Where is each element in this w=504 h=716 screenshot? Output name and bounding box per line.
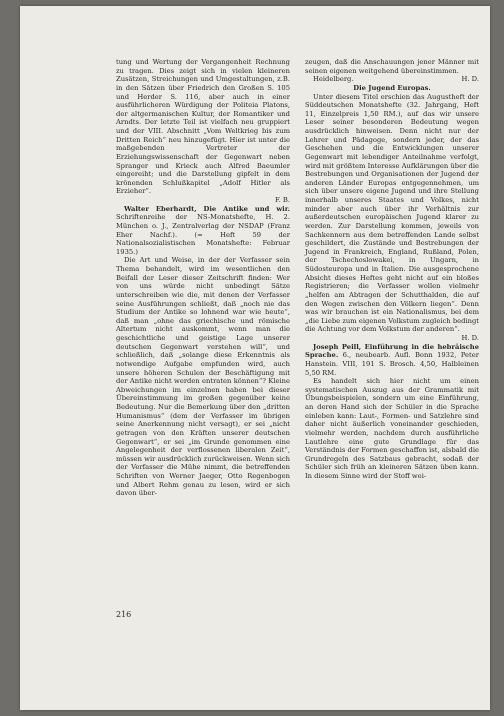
section-heading: Die Jugend Europas.	[353, 83, 431, 92]
paragraph: tung und Wertung der Vergangenheit Rechnung zu tragen. Dies zeigt sich in vielen kleineren Zusätzen, Streichungen und Umgestaltungen, z.B. in den Sätzen über Friedrich den Großen S. 105 und Herder S. 116, aber auch in einer ausführlicheren Würdigung der Politeia Platons, der altgermanischen Kultur, der Romantiker und Arndts. Der letzte Teil ist vielfach neu gruppiert und der VIII. Abschnitt „Vom Weltkrieg bis zum Dritten Reich“ neu hinzugefügt. Hier ist unter die maßgebenden Vertreter der Erziehungswissenschaft der Gegenwart neben Spranger und Krieck auch Alfred Baeumler eingereiht; und die Darstellung gipfelt in dem krönenden Schlußkapitel „Adolf Hitler als Erzieher“.	[116, 58, 290, 196]
bibliography: Schriftenreihe der NS-Monatshefte, H. 2. München o. J., Zentralverlag der NSDAP (Franz Eher Nachf.). (= Heft 59 der Nationalsozialistischen Monatshefte: Februar 1935.)	[116, 213, 290, 256]
paragraph: Die Art und Weise, in der der Verfasser sein Thema behandelt, wird im wesentlichen den Beifall der Leser dieser Zeitschrift finden: Wer von uns würde nicht unbedingt Sätze unterschreiben wie die, mit denen der Verfasser seine Ausführungen schließt, daß „noch nie das Studium der Antike so lohnend war wie heute“, daß man „ohne das griechische und römische Altertum nicht auskommt, wenn man die geschichtliche und geistige Lage unserer deutschen Gegenwart verstehen will“, und schließlich, daß „solange diese Erkenntnis als notwendige Aufgabe empfunden wird, auch unsere höheren Schulen der Beschäftigung mit der Antike nicht werden entraten können“? Kleine Abweichungen im einzelnen haben bei dieser Übereinstimmung im großen gegenüber keine Bedeutung. Nur die Bemerkung über den „dritten Humanismus“ (dem der Verfasser im übrigen seine Anerkennung nicht versagt), er sei „nicht getragen von den Kräften unserer deutschen Gegenwart“, er sei „im Grunde genommen eine Angelegenheit der verflossenen liberalen Zeit“, müssen wir ausdrücklich zurückweisen. Wenn sich der Verfasser die Mühe nimmt, die betreffenden Schriften von Werner Jaeger, Otto Regenbogen und Albert Rehm genau zu lesen, wird er sich davon über-	[116, 256, 291, 498]
left-column	[116, 58, 290, 498]
paragraph: Unter diesem Titel erschien das Augustheft der Süddeutschen Monatshefte (32. Jahrgang, Heft 11, Einzelpreis 1,50 RM.), auf das wir unsere Leser seiner besonderen Bedeutung wegen ausdrücklich hinweisen. Denn nicht nur der Lehrer und Pädagoge, sondern jeder, der das Geschehen und die Entwicklungen unserer Gegenwart mit lebendiger Anteilnahme verfolgt, wird mit größtem Interesse Aufklärungen über die Bestrebungen und Organisationen der Jugend der anderen Länder Europas entgegennehmen, um sich über unsere eigene Jugend und ihre Stellung innerhalb unseres Staates und Volkes, nicht minder aber auch über ihr Verhältnis zur außerdeutschen europäischen Jugend klarer zu werden. Zur Darstellung kommen, jeweils von Sachkennern aus dem betreffenden Lande selbst geschildert, die Zustände und Bestrebungen der Jugend in Frankreich, England, Rußland, Polen, der Tschechoslowakei, in Ungarn, in Südosteuropa und in Italien. Die ausgesprochene Absicht dieses Heftes geht nicht auf ein bloßes Registrieren; die Verfasser wollen vielmehr „helfen am Abtragen der Schutthalden, die auf den Wegen zwischen den Völkern liegen“. Denn was wir brauchen ist ein Nationalismus, bei dem „die Liebe zum eigenen Volkstum zugleich bedingt die Achtung vor dem Volkstum der anderen“.	[305, 92, 479, 334]
signature: H. D.	[461, 334, 479, 342]
paragraph: zeugen, daß die Anschauungen jener Männer mit seinen eigenen weitgehend übereinstimmen.	[305, 58, 479, 75]
review-heading	[305, 343, 479, 378]
paragraph: Es handelt sich hier nicht um einen systematischen Auszug aus der Grammatik mit Übungsbeispielen, sondern um eine Einführung, an deren Hand sich der Schüler in die Sprache einleben kann: Laut-, Formen- und Satzlehre sind daher nicht äußerlich voneinander geschieden, vielmehr werden, nachdem durch ausführliche Lautlehre eine gute Grundlage für das Verständnis der Formen geschaffen ist, alsbald die Grundregeln des Satzbaus gebracht, sodaß der Schüler sich früh an kleineren Sätzen üben kann. In diesem Sinne wird der Stoff wei-	[305, 377, 479, 480]
bibliography: 6., neubearb. Aufl. Bonn 1932, Peter Hanstein. VIII, 191 S. Brosch. 4,50, Halbleinen 5,50 RM.	[305, 351, 479, 377]
review-title: Joseph Peill, Einführung in die hebräische Sprache.	[305, 342, 479, 360]
signature-line	[305, 75, 479, 84]
signature: H. D.	[461, 75, 479, 84]
review-heading	[116, 205, 290, 257]
page-number: 216	[116, 610, 132, 619]
right-column	[305, 58, 479, 481]
document-page	[20, 6, 490, 710]
review-title: Walter Eberhardt, Die Antike und wir.	[124, 204, 290, 213]
signature: F. B.	[274, 196, 290, 204]
place: Heidelberg.	[313, 75, 354, 84]
